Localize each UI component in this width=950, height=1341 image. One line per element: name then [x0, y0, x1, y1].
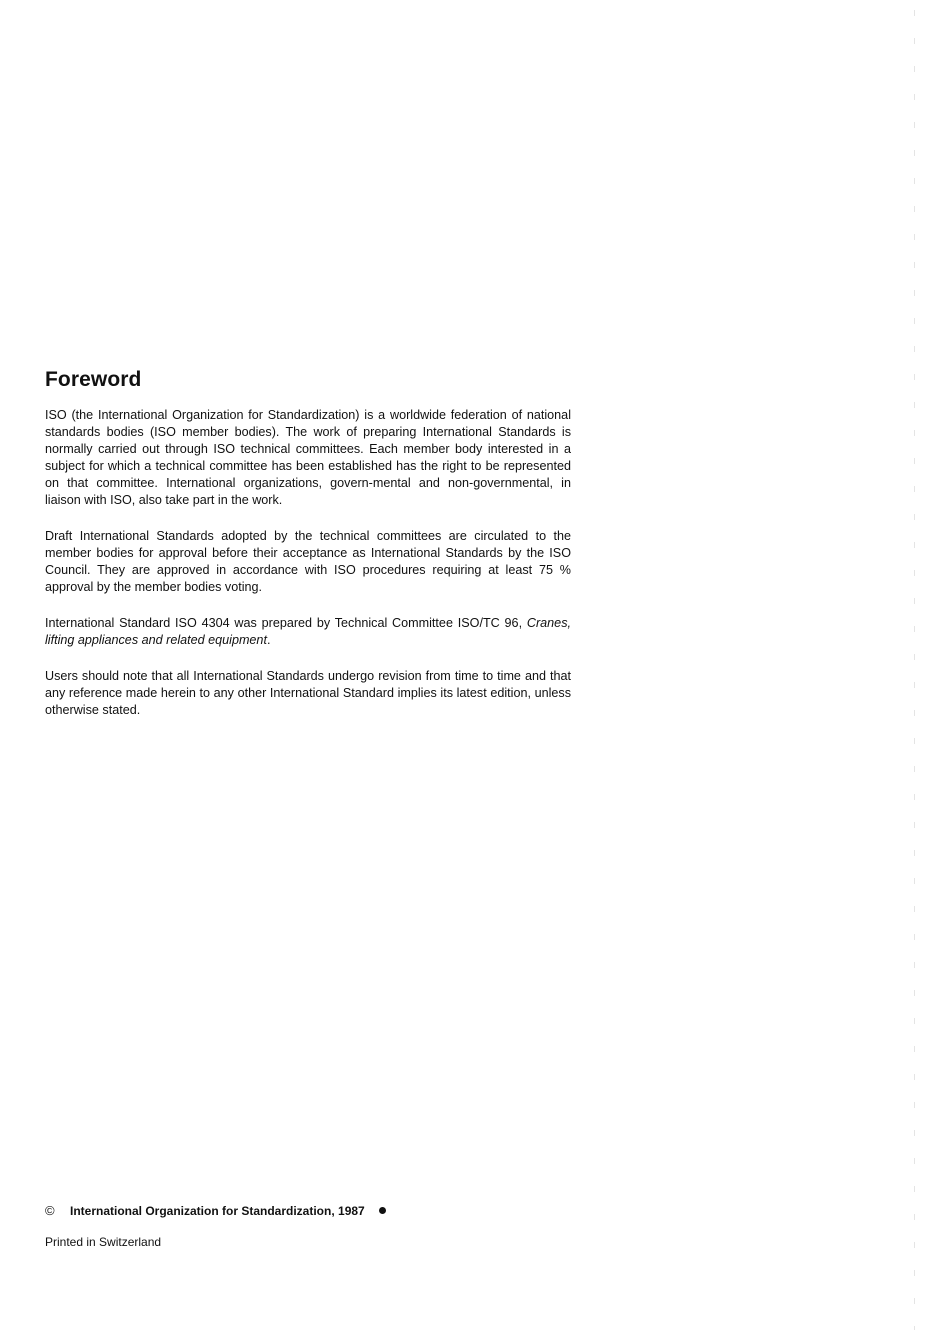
section-heading: Foreword — [45, 368, 142, 391]
paragraph-draft-standards: Draft International Standards adopted by the technical committees are circulated to the member bodies for approval before their acceptance as International Standards by the ISO Council. They are approved in accordance with ISO procedures requiring at least 75 % approval by the member bodies voting. — [45, 529, 571, 594]
paragraph-preparation — [45, 615, 571, 649]
foreword-body — [45, 407, 571, 738]
copyright-icon: © — [45, 1203, 55, 1218]
preparation-end: . — [266, 633, 271, 647]
printed-location: Printed in Switzerland — [45, 1235, 162, 1249]
scan-edge-mark — [914, 10, 915, 1330]
committee-title: Cranes, lifting appliances and related equipment — [45, 616, 571, 647]
copyright-line — [45, 1203, 386, 1218]
paragraph-iso-overview: ISO (the International Organization for Standardization) is a worldwide federation of national standards bodies (ISO member bodies). The work of preparing International Standards is normally carried out through ISO technical committees. Each member body interested in a subject for which a technical committee has been established has the right to be represented on that committee. International organizations, govern-mental and non-governmental, in liaison with ISO, also take part in the work. — [45, 408, 571, 507]
paragraph-revision-note: Users should note that all International Standards undergo revision from time to time and that any reference made herein to any other International Standard implies its latest edition, unless otherwise stated. — [45, 669, 571, 717]
copyright-text: International Organization for Standardization, 1987 — [70, 1203, 365, 1218]
bullet-icon — [379, 1207, 386, 1214]
preparation-text: International Standard ISO 4304 was prepared by Technical Committee ISO/TC 96, — [45, 616, 527, 630]
